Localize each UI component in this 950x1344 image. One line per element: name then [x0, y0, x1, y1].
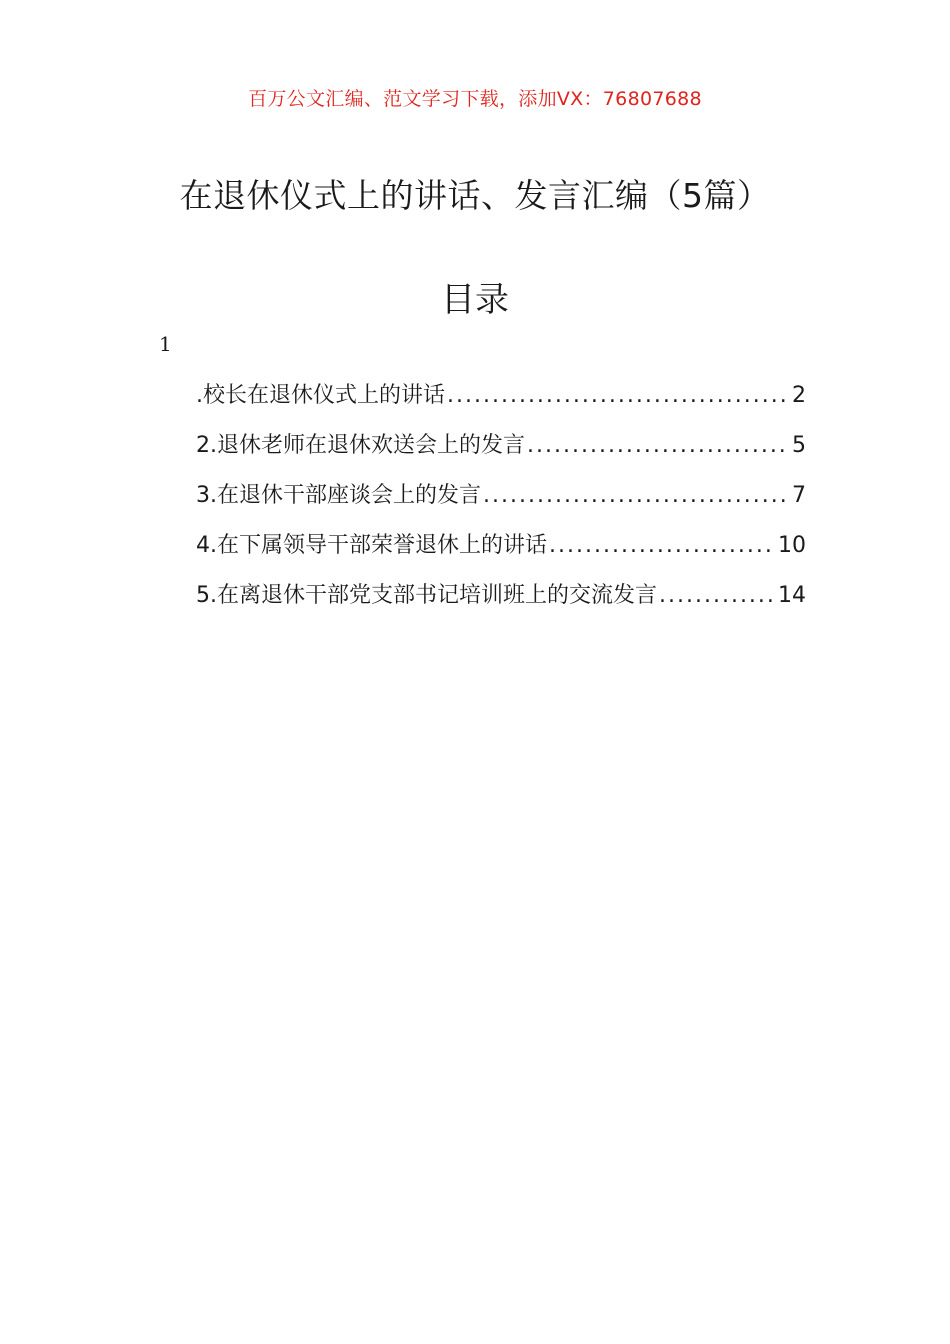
dot-leader	[483, 483, 790, 508]
toc-page-number: 7	[792, 483, 806, 508]
toc-entry[interactable]	[196, 578, 806, 628]
toc-entry[interactable]	[196, 478, 806, 528]
dot-leader	[549, 533, 776, 558]
toc-entry[interactable]	[196, 528, 806, 578]
toc-heading: 目录	[441, 280, 509, 320]
table-of-contents	[196, 378, 806, 628]
toc-entry-title: 4.在下属领导干部荣誉退休上的讲话	[196, 533, 547, 558]
dot-leader	[659, 583, 776, 608]
toc-entry-title: .校长在退休仪式上的讲话	[196, 383, 445, 408]
toc-entry[interactable]	[196, 428, 806, 478]
toc-entry-title: 5.在离退休干部党支部书记培训班上的交流发言	[196, 583, 657, 608]
toc-page-number: 5	[792, 433, 806, 458]
toc-entry-title: 2.退休老师在退休欢送会上的发言	[196, 433, 525, 458]
header-contact-note: 百万公文汇编、范文学习下载，添加VX：76807688	[248, 88, 702, 110]
toc-page-number: 2	[792, 383, 806, 408]
section-number: 1	[159, 332, 172, 356]
dot-leader	[447, 383, 790, 408]
toc-entry-title: 3.在退休干部座谈会上的发言	[196, 483, 481, 508]
toc-page-number: 10	[778, 533, 806, 558]
dot-leader	[527, 433, 790, 458]
toc-page-number: 14	[778, 583, 806, 608]
document-title: 在退休仪式上的讲话、发言汇编（5篇）	[179, 176, 771, 215]
toc-entry[interactable]	[196, 378, 806, 428]
